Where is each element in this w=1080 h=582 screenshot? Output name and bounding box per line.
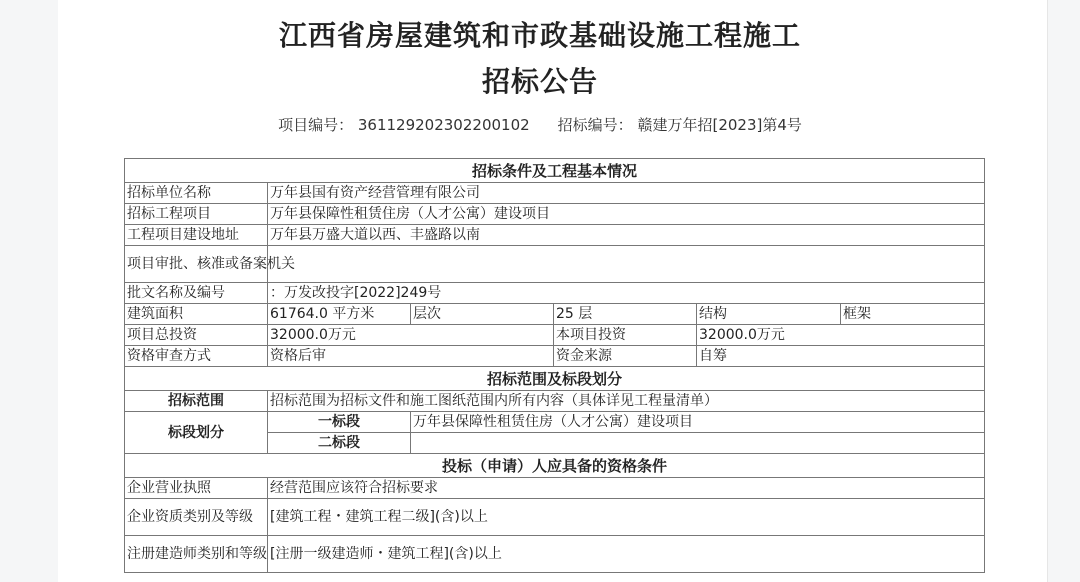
section-header-qualifications: 投标（申请）人应具备的资格条件 bbox=[125, 454, 985, 478]
license-value: 经营范围应该符合招标要求 bbox=[268, 478, 985, 499]
document-meta bbox=[0, 114, 1080, 135]
tender-no: 赣建万年招[2023]第4号 bbox=[637, 116, 802, 134]
structure-value: 框架 bbox=[841, 304, 985, 325]
scope-value: 招标范围为招标文件和施工图纸范围内所有内容（具体详见工程量清单） bbox=[268, 391, 985, 412]
approval-value bbox=[268, 246, 985, 283]
structure-label: 结构 bbox=[697, 304, 841, 325]
docname-value: ：万发改投字[2022]249号 bbox=[268, 283, 985, 304]
lot2-value bbox=[411, 433, 985, 454]
document-subtitle: 招标公告 bbox=[481, 65, 598, 98]
project-no: 361129202302200102 bbox=[357, 116, 530, 134]
tender-info-table bbox=[124, 158, 985, 573]
document-title: 江西省房屋建筑和市政基础设施工程施工 bbox=[278, 19, 801, 52]
total-investment-label: 项目总投资 bbox=[125, 325, 268, 346]
tender-no-label: 招标编号： bbox=[557, 116, 633, 134]
engineer-label: 注册建造师类别和等级 bbox=[125, 536, 268, 573]
lot2-label: 二标段 bbox=[268, 433, 411, 454]
floors-value: 25 层 bbox=[554, 304, 697, 325]
tenderer-value: 万年县国有资产经营管理有限公司 bbox=[268, 183, 985, 204]
project-label: 招标工程项目 bbox=[125, 204, 268, 225]
approval-label: 项目审批、核准或备案机关 bbox=[125, 246, 268, 283]
lot1-value: 万年县保障性租赁住房（人才公寓）建设项目 bbox=[411, 412, 985, 433]
qualification-label: 企业资质类别及等级 bbox=[125, 499, 268, 536]
qual-review-label: 资格审查方式 bbox=[125, 346, 268, 367]
qualification-value: [建筑工程・建筑工程二级](含)以上 bbox=[268, 499, 985, 536]
area-value: 61764.0 平方米 bbox=[268, 304, 411, 325]
area-label: 建筑面积 bbox=[125, 304, 268, 325]
fund-source-label: 资金来源 bbox=[554, 346, 697, 367]
project-value: 万年县保障性租赁住房（人才公寓）建设项目 bbox=[268, 204, 985, 225]
this-investment-value: 32000.0万元 bbox=[697, 325, 985, 346]
this-investment-label: 本项目投资 bbox=[554, 325, 697, 346]
floors-label: 层次 bbox=[411, 304, 554, 325]
section-header-scope: 招标范围及标段划分 bbox=[125, 367, 985, 391]
project-no-label: 项目编号： bbox=[278, 116, 354, 134]
total-investment-value: 32000.0万元 bbox=[268, 325, 554, 346]
tenderer-label: 招标单位名称 bbox=[125, 183, 268, 204]
engineer-value: [注册一级建造师・建筑工程](含)以上 bbox=[268, 536, 985, 573]
address-value: 万年县万盛大道以西、丰盛路以南 bbox=[268, 225, 985, 246]
scope-label: 招标范围 bbox=[125, 391, 268, 412]
fund-source-value: 自筹 bbox=[697, 346, 985, 367]
address-label: 工程项目建设地址 bbox=[125, 225, 268, 246]
license-label: 企业营业执照 bbox=[125, 478, 268, 499]
docname-label: 批文名称及编号 bbox=[125, 283, 268, 304]
lots-label: 标段划分 bbox=[125, 412, 268, 454]
qual-review-value: 资格后审 bbox=[268, 346, 554, 367]
section-header-conditions: 招标条件及工程基本情况 bbox=[125, 159, 985, 183]
lot1-label: 一标段 bbox=[268, 412, 411, 433]
